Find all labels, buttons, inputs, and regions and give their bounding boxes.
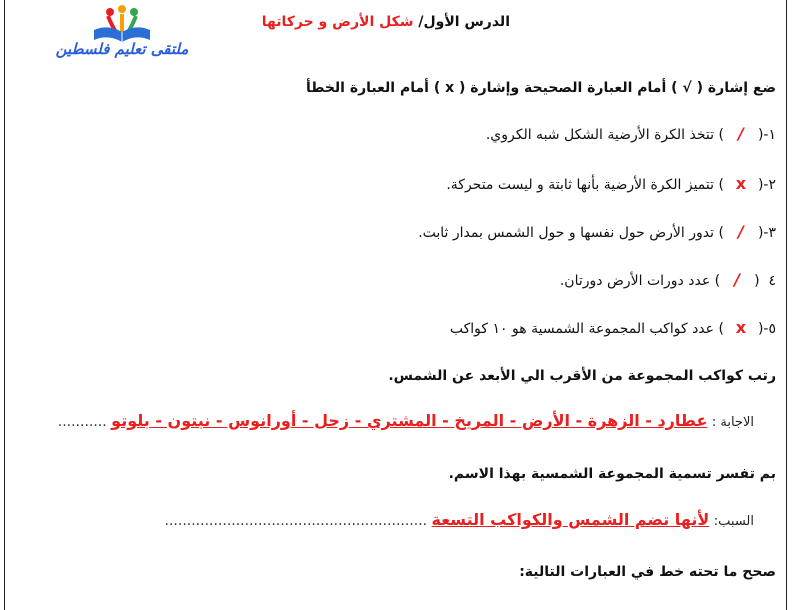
item-number: ٥- [763, 321, 776, 337]
item-text: تتميز الكرة الأرضية بأنها ثابتة و ليست متحركة. [446, 177, 715, 193]
reason-answer: لأنها تضم الشمس والكواكب التسعة [431, 510, 710, 529]
list-item [450, 318, 776, 337]
bracket-close: ) [718, 321, 724, 337]
answer-mark: / [738, 124, 744, 143]
bracket-close: ) [718, 225, 724, 241]
bracket-close: ) [714, 273, 721, 289]
item-number: ٢- [763, 177, 776, 193]
solar-system-name-question: بم تفسر تسمية المجموعة الشمسية بهذا الاسم. [448, 466, 776, 482]
item-number: ٣- [763, 225, 776, 241]
item-number: ١- [763, 127, 776, 143]
bracket-open: ( [757, 321, 764, 337]
instruction-heading: ضع إشارة ( √ ) أمام العبارة الصحيحة وإشارة ( x ) أمام العبارة الخطأ [305, 80, 776, 96]
open-book-logo-icon [42, 4, 202, 44]
item-text: عدد كواكب المجموعة الشمسية هو ١٠ كواكب [449, 321, 715, 337]
bracket-close: ) [718, 127, 724, 143]
item-text: تتخذ الكرة الأرضية الشكل شبه الكروي. [485, 127, 715, 143]
reason-dots: ........................................................... [164, 513, 428, 529]
list-item [418, 222, 776, 241]
planets-order-answer: عطارد - الزهرة - الأرض - المريخ - المشتري - زحل - أورانوس - نبتون - بلوتو [111, 411, 708, 430]
lesson-name: شكل الأرض و حركاتها [261, 14, 419, 30]
order-planets-answer-line [58, 411, 754, 430]
lesson-title [262, 14, 510, 30]
list-item [560, 270, 776, 289]
bracket-open: ( [757, 225, 764, 241]
list-item [486, 124, 776, 143]
correct-underlined-question: صحح ما تحته خط في العبارات التالية: [519, 564, 776, 580]
list-item [446, 174, 776, 193]
answer-mark: / [738, 222, 744, 241]
answer-mark: x [735, 174, 747, 193]
order-planets-question: رتب كواكب المجموعة من الأقرب الي الأبعد عن الشمس. [388, 368, 776, 384]
bracket-open: ( [754, 273, 760, 289]
answer-dots: ........... [57, 414, 107, 430]
logo-text: ملتقى تعليم فلسطين [55, 40, 189, 58]
item-text: تدور الأرض حول نفسها و حول الشمس بمدار ثابت. [418, 225, 715, 241]
reason-answer-line [165, 510, 754, 529]
item-number: ٤ [768, 273, 776, 289]
answer-mark: / [734, 270, 741, 289]
item-text: عدد دورات الأرض دورتان. [559, 273, 711, 289]
reason-label: السبب: [713, 514, 754, 529]
bracket-close: ) [718, 177, 724, 193]
answer-label: الاجابة : [711, 415, 754, 430]
lesson-number: الدرس الأول/ [418, 14, 510, 30]
answer-mark: x [735, 318, 747, 337]
logo [42, 4, 202, 62]
bracket-open: ( [757, 127, 764, 143]
bracket-open: ( [757, 177, 764, 193]
